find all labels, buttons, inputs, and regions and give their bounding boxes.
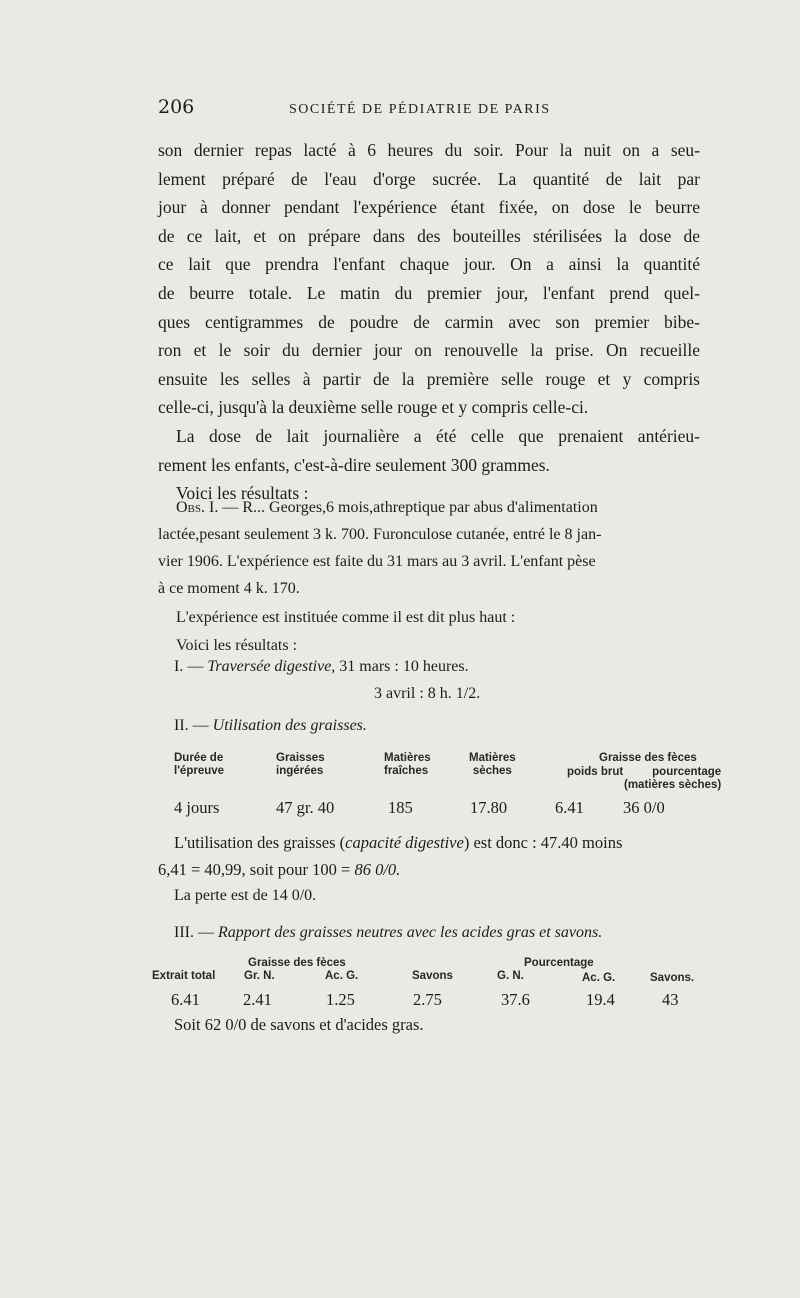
observation-label: Obs. I. — [176, 499, 219, 516]
text-line: celle-ci, jusqu'à la deuxième selle rouge et y compris celle-ci. — [158, 397, 589, 418]
value-duree: 4 jours — [174, 798, 220, 817]
observation-line: à ce moment 4 k. 170. — [158, 580, 300, 597]
utilisation-line-2 — [158, 860, 400, 880]
text-line: ce lait que prendra l'enfant chaque jour. On a ainsi la quantité — [158, 254, 700, 275]
observation-text: — R... Georges,6 mois,athreptique par abus d'alimentation — [218, 499, 598, 516]
value-extrait-total: 6.41 — [171, 990, 200, 1009]
value-ag: 1.25 — [326, 990, 355, 1009]
observation-line-1 — [158, 494, 700, 521]
col-header-ag: Ac. G. — [325, 970, 359, 982]
text-span: ) est donc : 47.40 moins — [463, 833, 623, 852]
value-savons: 2.75 — [413, 990, 442, 1009]
col-header-ingerees — [276, 752, 325, 778]
observation-block — [158, 494, 700, 659]
col-header-savons-pct: Savons. — [650, 972, 695, 984]
col-header-ag-pct: Ac. G. — [582, 972, 616, 984]
value-savons-pct: 43 — [662, 990, 679, 1009]
perte-line: La perte est de 14 0/0. — [174, 887, 317, 904]
text-line: jour à donner pendant l'expérience étant fixée, on dose le beurre — [158, 197, 700, 218]
value-ag-pct: 19.4 — [586, 990, 615, 1009]
section-i-line-2: 3 avril : 8 h. 1/2. — [374, 685, 481, 702]
header-line: Durée de — [174, 752, 224, 764]
section-iii-title: Rapport des graisses neutres avec les acides gras et savons. — [217, 924, 603, 941]
section-ii-prefix: II. — — [174, 717, 213, 734]
col-header-seches — [469, 752, 516, 778]
value-fraiches: 185 — [388, 798, 413, 817]
text-span-italic: 86 0/0. — [354, 860, 401, 879]
col-header-gn-pct: G. N. — [497, 970, 524, 982]
col-header-pourcentage-3: Pourcentage — [524, 957, 594, 969]
value-pourcentage: 36 0/0 — [623, 798, 665, 817]
header-line: (matières sèches) — [624, 779, 722, 791]
section-ii-heading — [174, 717, 367, 735]
col-header-poids-brut: poids brut — [567, 766, 624, 778]
text-line: ques centigrammes de poudre de carmin avec son premier bibe- — [158, 311, 700, 332]
col-header-duree — [174, 752, 224, 778]
paragraph-dose — [158, 422, 700, 479]
section-i-value-1: 31 mars : 10 heures. — [335, 658, 469, 675]
running-title: SOCIÉTÉ DE PÉDIATRIE DE PARIS — [289, 102, 551, 117]
value-poids-brut: 6.41 — [555, 798, 584, 817]
col-header-fraiches — [384, 752, 431, 778]
text-line: rement les enfants, c'est-à-dire seulement 300 grammes. — [158, 454, 550, 475]
value-seches: 17.80 — [470, 798, 508, 817]
observation-line: lactée,pesant seulement 3 k. 700. Furonculose cutanée, entré le 8 jan- — [158, 526, 602, 543]
header-line: Graisses — [276, 752, 325, 764]
section-iii-prefix: III. — — [174, 924, 218, 941]
text-span: L'utilisation des graisses ( — [174, 833, 346, 852]
section-i-line-1 — [174, 658, 469, 676]
header-line: Matières — [469, 752, 516, 764]
value-ingerees: 47 gr. 40 — [276, 798, 335, 817]
text-span: 6,41 = 40,99, soit pour 100 = — [158, 860, 355, 879]
text-line: La dose de lait journalière a été celle que prenaient antérieu- — [176, 426, 700, 446]
value-gn: 2.41 — [243, 990, 272, 1009]
header-line: pourcentage — [652, 766, 722, 778]
section-ii-title: Utilisation des graisses. — [212, 717, 367, 734]
text-line: ron et le soir du dernier jour on renouvelle la prise. On recueille — [158, 340, 700, 361]
text-line: de beurre totale. Le matin du premier jour, l'enfant prend quel- — [158, 282, 700, 303]
value-gn-pct: 37.6 — [501, 990, 530, 1009]
section-i-title: Traversée digestive, — [207, 658, 336, 675]
col-header-pourcentage — [624, 766, 721, 792]
col-header-graisse-feces: Graisse des fèces — [248, 957, 346, 969]
text-span-italic: capacité digestive — [345, 833, 464, 852]
col-header-feces: Graisse des fèces — [599, 752, 697, 764]
section-iii-heading — [174, 924, 602, 942]
col-header-savons: Savons — [412, 970, 453, 982]
header-line: sèches — [472, 765, 512, 777]
page-number: 206 — [158, 96, 195, 118]
paragraph-method — [158, 136, 700, 422]
text-line: de ce lait, et on prépare dans des bouteilles stérilisées la dose de — [158, 225, 700, 246]
observation-results: Voici les résultats : — [176, 637, 298, 654]
col-header-gn: Gr. N. — [244, 970, 275, 982]
conclusion-line: Soit 62 0/0 de savons et d'acides gras. — [174, 1015, 424, 1034]
header-line: l'épreuve — [174, 765, 225, 777]
observation-instituted: L'expérience est instituée comme il est dit plus haut : — [176, 609, 516, 626]
utilisation-line-1 — [174, 833, 622, 853]
section-i-prefix: I. — — [174, 658, 208, 675]
text-line: ensuite les selles à partir de la première selle rouge et y compris — [158, 368, 700, 389]
text-line: Voici les résultats : — [176, 483, 309, 503]
header-line: ingérées — [276, 765, 324, 777]
observation-line: vier 1906. L'expérience est faite du 31 mars au 3 avril. L'enfant pèse — [158, 553, 596, 570]
header-line: fraîches — [384, 765, 429, 777]
text-line: lement préparé de l'eau d'orge sucrée. La quantité de lait par — [158, 168, 700, 189]
text-line: son dernier repas lacté à 6 heures du soir. Pour la nuit on a seu- — [158, 140, 700, 160]
header-line: Matières — [384, 752, 431, 764]
col-header-extrait-total: Extrait total — [152, 970, 216, 982]
